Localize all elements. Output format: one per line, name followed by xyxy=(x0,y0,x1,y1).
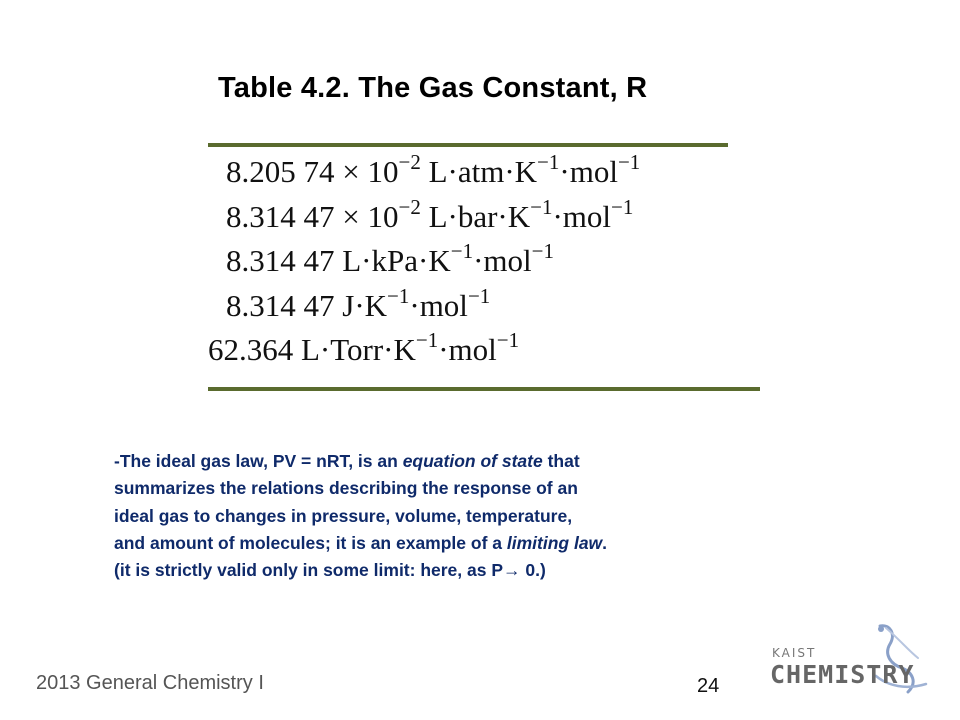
row-unit-a: L·atm·K xyxy=(420,154,538,189)
row-unit-a-exponent: −1 xyxy=(537,150,560,174)
logo-chemistry-text: CHEMISTRY xyxy=(770,660,915,689)
row-unit-a-exponent: −1 xyxy=(415,328,439,352)
note-text: and amount of molecules; it is an example of a xyxy=(114,532,507,553)
note-line xyxy=(114,475,814,502)
kaist-chemistry-logo xyxy=(768,620,938,700)
note-text: . xyxy=(602,532,608,553)
table-row xyxy=(208,284,768,329)
row-unit-b-exponent: −1 xyxy=(531,239,554,263)
footer-course-title: 2013 General Chemistry I xyxy=(36,672,264,694)
table-row xyxy=(208,150,768,195)
row-unit-a: J·K xyxy=(334,287,388,323)
row-unit-b-exponent: −1 xyxy=(496,328,520,352)
gas-constant-table xyxy=(208,150,768,373)
row-unit-b: ·mol xyxy=(559,154,618,189)
row-value: 8.314 47 xyxy=(226,198,335,234)
row-exponent: −2 xyxy=(398,150,421,174)
row-unit-b: ·mol xyxy=(473,243,532,278)
note-text: ideal gas to changes in pressure, volume, temperature, xyxy=(114,505,573,526)
note-line xyxy=(114,503,814,530)
row-unit-b: ·mol xyxy=(409,287,468,323)
note-line xyxy=(114,557,814,584)
row-unit-b-exponent: −1 xyxy=(617,150,641,174)
note-line xyxy=(114,448,814,475)
note-emphasis: equation of state xyxy=(402,451,543,471)
logo-kaist-text: KAIST xyxy=(772,646,817,660)
row-value: 8.314 47 xyxy=(226,287,335,323)
table-rule-bottom xyxy=(208,387,760,391)
row-unit-a: L·kPa·K xyxy=(334,243,451,278)
row-value: 8.205 74 xyxy=(226,154,335,189)
row-unit-b-exponent: −1 xyxy=(611,194,634,219)
row-value: 8.314 47 xyxy=(226,243,335,278)
note-text: 0.) xyxy=(520,560,546,581)
row-unit-a-exponent: −1 xyxy=(387,283,410,308)
row-unit-a: L·bar·K xyxy=(420,198,531,234)
page-number: 24 xyxy=(697,675,720,697)
note-emphasis: limiting law xyxy=(506,532,603,553)
row-multiplier: × 10 xyxy=(334,154,399,189)
table-rule-top xyxy=(208,143,728,147)
row-unit-a-exponent: −1 xyxy=(450,239,474,263)
row-unit-b-exponent: −1 xyxy=(467,283,491,308)
note-text: (it is strictly valid only in some limit: here, as P xyxy=(114,560,504,581)
row-value: 62.364 xyxy=(208,332,294,367)
table-row xyxy=(208,239,768,284)
row-multiplier: × 10 xyxy=(334,198,399,234)
note-text: -The ideal gas law, PV = nRT, is an xyxy=(114,451,403,471)
right-arrow-icon: → xyxy=(503,560,521,581)
ideal-gas-law-note xyxy=(114,448,814,584)
table-row xyxy=(208,328,768,373)
row-unit-b: ·mol xyxy=(552,198,612,234)
row-unit-b: ·mol xyxy=(438,332,497,367)
table-row xyxy=(208,195,768,240)
slide-title: Table 4.2. The Gas Constant, R xyxy=(218,72,648,104)
note-line xyxy=(114,530,814,557)
row-exponent: −2 xyxy=(398,194,421,219)
row-unit-a-exponent: −1 xyxy=(530,194,553,219)
note-text: summarizes the relations describing the response of an xyxy=(114,478,578,499)
note-text: that xyxy=(542,451,580,471)
row-unit-a: L·Torr·K xyxy=(293,332,416,367)
